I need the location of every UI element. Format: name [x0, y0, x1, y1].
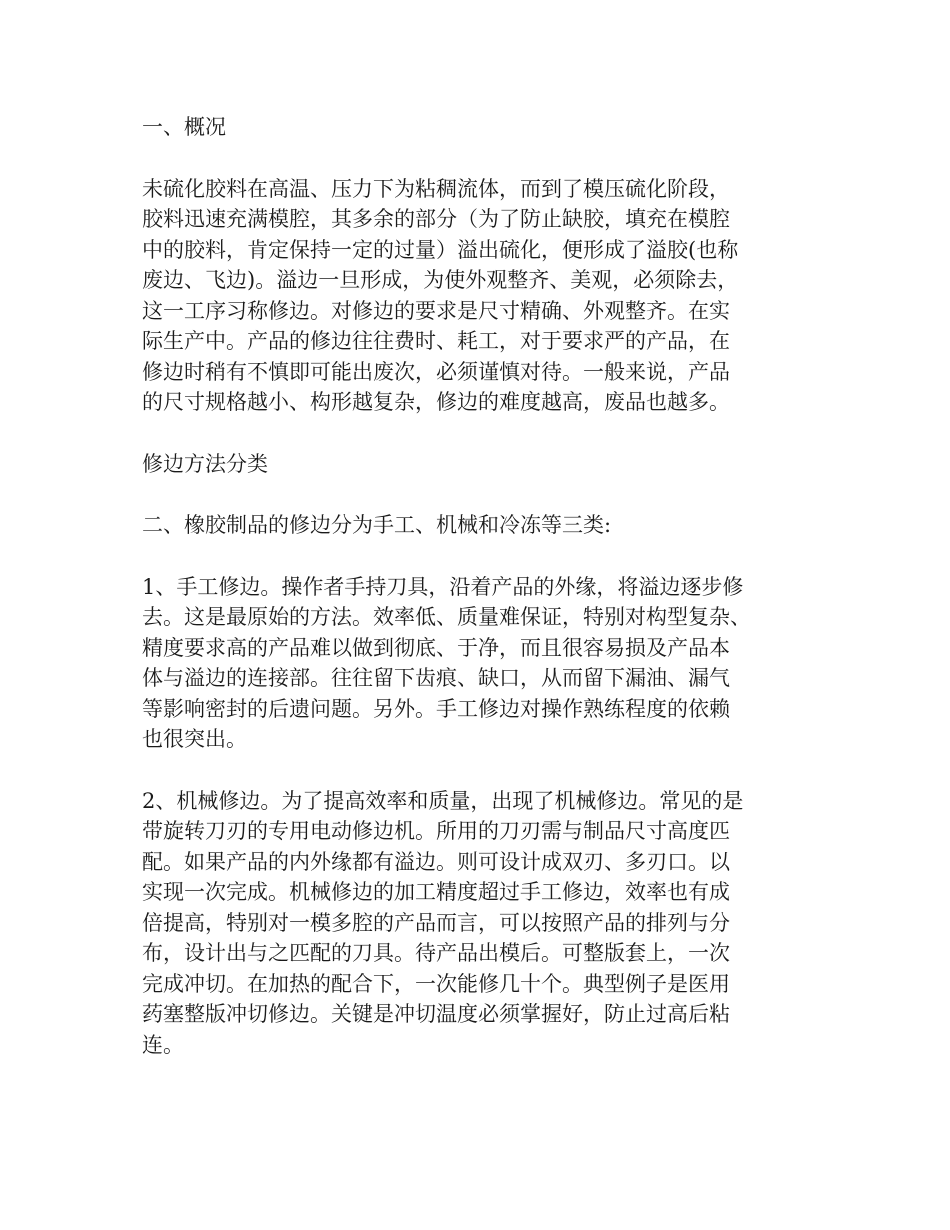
paragraph-line: 胶料迅速充满模腔，其多余的部分（为了防止缺胶，填充在模腔	[142, 207, 730, 231]
paragraph-line: 修边时稍有不慎即可能出废次，必须谨慎对待。一般来说，产品	[142, 359, 730, 384]
paragraph-line: 药塞整版冲切修边。关键是冲切温度必须掌握好，防止过高后粘	[142, 1002, 730, 1026]
paragraph-line: 废边、飞边)。溢边一旦形成，为使外观整齐、美观，必须除去，	[142, 268, 739, 292]
methods-heading: 修边方法分类	[142, 451, 268, 476]
paragraph-line: 实现一次完成。机械修边的加工精度超过手工修边，效率也有成	[142, 880, 730, 904]
paragraph-line: 中的胶料，肯定保持一定的过量）溢出硫化，便形成了溢胶(也称	[142, 237, 739, 262]
paragraph-line: 连。	[142, 1032, 184, 1057]
paragraph-line: 际生产中。产品的修边往往费时、耗工，对于要求严的产品，在	[142, 329, 730, 353]
paragraph-line: 的尺寸规格越小、构形越复杂，修边的难度越高，废品也越多。	[142, 390, 730, 414]
mechanical-trimming-paragraph	[142, 786, 812, 1061]
paragraph-line: 去。这是最原始的方法。效率低、质量难保证，特别对构型复杂、	[142, 605, 751, 629]
document-page	[142, 112, 812, 1060]
paragraph-line: 1、手工修边。操作者手持刀具，沿着产品的外缘，将溢边逐步修	[142, 574, 744, 599]
paragraph-line: 精度要求高的产品难以做到彻底、于净，而且很容易损及产品本	[142, 635, 730, 660]
paragraph-line: 未硫化胶料在高温、压力下为粘稠流体，而到了模压硫化阶段，	[142, 176, 730, 201]
paragraph-line: 倍提高，特别对一模多腔的产品而言，可以按照产品的排列与分	[142, 910, 730, 935]
section-heading-categories: 二、橡胶制品的修边分为手工、机械和冷冻等三类:	[142, 513, 612, 537]
paragraph-line: 这一工序习称修边。对修边的要求是尺寸精确、外观整齐。在实	[142, 298, 730, 323]
manual-trimming-paragraph	[142, 572, 812, 755]
paragraph-line: 配。如果产品的内外缘都有溢边。则可设计成双刃、多刃口。以	[142, 849, 730, 874]
paragraph-line: 带旋转刀刃的专用电动修边机。所用的刀刃需与制品尺寸高度匹	[142, 819, 730, 843]
paragraph-line: 2、机械修边。为了提高效率和质量，出现了机械修边。常见的是	[142, 788, 744, 813]
paragraph-line: 等影响密封的后遗问题。另外。手工修边对操作熟练程度的依赖	[142, 696, 730, 721]
section-heading-overview: 一、概况	[142, 115, 226, 139]
paragraph-line: 完成冲切。在加热的配合下，一次能修几十个。典型例子是医用	[142, 971, 730, 996]
overview-paragraph	[142, 174, 812, 418]
paragraph-line: 体与溢边的连接部。往往留下齿痕、缺口，从而留下漏油、漏气	[142, 666, 730, 690]
paragraph-line: 布，设计出与之匹配的刀具。待产品出模后。可整版套上，一次	[142, 941, 730, 965]
paragraph-line: 也很突出。	[142, 727, 247, 751]
